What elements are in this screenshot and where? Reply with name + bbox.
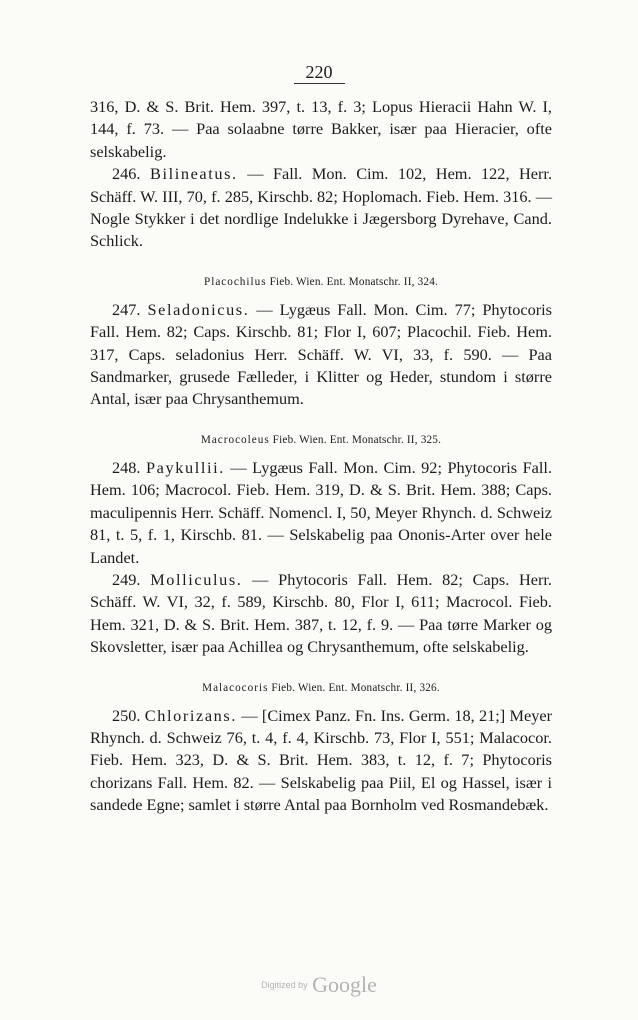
entry-text: 246. xyxy=(112,164,150,184)
entry-text: — Lygæus Fall. Mon. Cim. 77; Phytocoris Fall. Hem. 82; Caps. Kirschb. 81; Flor I, 607; Placochil. Fieb. Hem. 317, Caps. seladonius Herr. Schäff. W. VI, 33, f. 590. — Paa Sandmarker, grusede Fælleder, i Klitter og Heder, stundom i større Antal, især paa Chrysanthemum. xyxy=(90,299,552,409)
page-number: 220 xyxy=(0,62,638,83)
entry-text: — Phytocoris Fall. Hem. 82; Caps. Herr. Schäff. W. VI, 32, f. 589, Kirschb. 80, Flor I, 611; Macrocol. Fieb. Hem. 321, D. & S. Brit. Hem. 387, t. 12, f. 9. — Paa tørre Marker og Skovsletter, især paa Achillea og Chrysanthemum, ofte selskabelig. xyxy=(90,569,552,657)
entry-text: — Fall. Mon. Cim. 102, Hem. 122, Herr. Schäff. W. III, 70, f. 285, Kirschb. 82; Hoplomach. Fieb. Hem. 316. — Nogle Stykker i det nordlige Indelukke i Jægersborg Dyrehave, Cand. Schlick. xyxy=(90,164,553,251)
digitized-by-label: Digitized by xyxy=(261,980,308,990)
digitized-watermark xyxy=(0,972,638,998)
genus-heading xyxy=(90,275,552,289)
genus-name: Malacocoris xyxy=(202,681,269,694)
google-logo: Google xyxy=(312,972,377,997)
entry-text: Fieb. Wien. Ent. Monatschr. II, 324. xyxy=(266,275,439,288)
species-name: Seladonicus. xyxy=(147,299,250,319)
species-entry xyxy=(90,299,552,411)
entry-text: Fieb. Wien. Ent. Monatschr. II, 326. xyxy=(268,681,440,694)
species-entry xyxy=(90,705,552,817)
genus-heading xyxy=(90,681,552,695)
entry-text: 249. xyxy=(112,569,151,589)
species-entry xyxy=(90,457,552,569)
page-body xyxy=(90,96,552,817)
species-entry xyxy=(90,569,552,659)
genus-name: Placochilus xyxy=(203,275,267,288)
species-name: Molliculus. xyxy=(150,569,243,589)
species-entry xyxy=(90,163,552,253)
genus-name: Macrocoleus xyxy=(200,433,270,446)
entry-text: — [Cimex Panz. Fn. Ins. Germ. 18, 21;] Meyer Rhynch. d. Schweiz 76, t. 4, f. 4, Kirschb. 73, Flor I, 551; Malacocor. Fieb. Hem. 323, D. & S. Brit. Hem. 383, t. 12, f. 7; Phytocoris chorizans Fall. Hem. 82. — Selskabelig paa Piil, El og Hassel, især i sandede Egne; samlet i større Antal paa Bornholm ved Rosmandebæk. xyxy=(90,705,552,815)
entry-text: 247. xyxy=(112,299,148,319)
species-name: Chlorizans. xyxy=(144,705,238,725)
species-name: Bilineatus. xyxy=(150,164,238,184)
entry-text: Fieb. Wien. Ent. Monatschr. II, 325. xyxy=(269,433,442,446)
continued-paragraph xyxy=(90,96,552,163)
entry-text: 248. xyxy=(112,457,146,477)
genus-heading xyxy=(90,433,552,447)
species-name: Paykullii. xyxy=(146,457,225,477)
entry-text: 250. xyxy=(112,705,145,725)
entry-text: — Lygæus Fall. Mon. Cim. 92; Phytocoris Fall. Hem. 106; Macrocol. Fieb. Hem. 319, D. & S. Brit. Hem. 388; Caps. maculipennis Herr. Schäff. Nomencl. I, 50, Meyer Rhynch. d. Schweiz 81, t. 5, f. 1, Kirschb. 81. — Selskabelig paa Ononis-Arter over hele Landet. xyxy=(90,457,553,567)
entry-text: 316, D. & S. Brit. Hem. 397, t. 13, f. 3; Lopus Hieracii Hahn W. I, 144, f. 73. — Paa solaabne tørre Bakker, især paa Hieracier, ofte selskabelig. xyxy=(90,97,552,161)
